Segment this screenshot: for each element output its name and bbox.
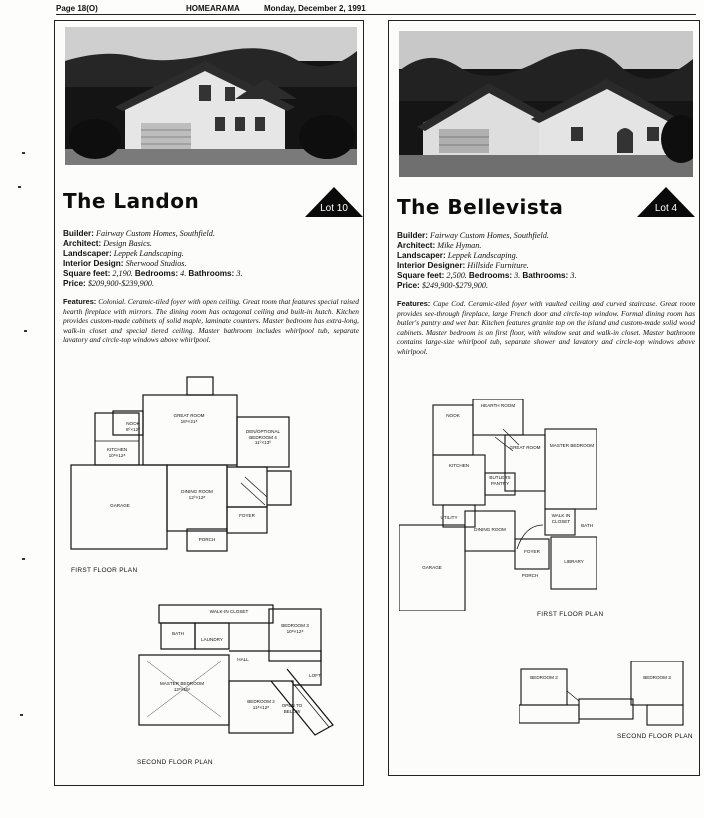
text-price-label: Price:	[63, 279, 86, 288]
text-interior-label: Interior Designer:	[397, 261, 466, 270]
room-label	[475, 403, 521, 409]
listing-title: The Landon	[63, 189, 200, 213]
room-label-butlers: BUTLERS PANTRY	[489, 475, 511, 486]
room-label-bed3: BEDROOM 3	[281, 623, 309, 628]
text-sqft: 2,500.	[446, 271, 467, 280]
room-label-master: MASTER BEDROOM	[159, 681, 205, 686]
room-label-kitchen: KITCHEN	[106, 447, 128, 452]
lot-number: Lot 10	[320, 203, 348, 214]
text-sqft-label: Square feet:	[397, 271, 445, 280]
room-label	[95, 503, 145, 509]
room-label	[505, 445, 545, 451]
first-floor-label: FIRST FLOOR PLAN	[71, 567, 138, 574]
text-builder: Fairway Custom Homes, Southfield.	[95, 229, 215, 238]
second-floor-label: SECOND FLOOR PLAN	[617, 733, 693, 740]
room-label-laundry: LAUNDRY	[201, 637, 223, 642]
text-architect-label: Architect:	[63, 239, 102, 248]
room-label	[553, 559, 595, 565]
room-label-kitchen: KITCHEN	[448, 463, 470, 468]
room-label-nook: NOOK	[126, 421, 140, 426]
room-label-bath: BATH	[172, 631, 184, 636]
room-label	[577, 523, 597, 529]
text-builder-label: Builder:	[397, 231, 428, 240]
text-interior: Hillside Furniture.	[467, 261, 529, 270]
room-label	[197, 637, 227, 643]
margin-mark	[20, 714, 23, 716]
room-label-dining-dim: 12⁰×12⁸	[188, 494, 206, 500]
margin-mark	[22, 558, 25, 560]
text-bathrooms-label: Bathrooms:	[522, 271, 569, 280]
room-label-bath: BATH	[581, 523, 593, 528]
features-paragraph	[63, 297, 359, 345]
text-architect-label: Architect:	[397, 241, 436, 250]
margin-mark	[18, 186, 21, 188]
text-architect: Mike Hyman.	[437, 241, 482, 250]
room-label-dining: DINING ROOM	[474, 527, 506, 532]
text-bedrooms-label: Bedrooms:	[468, 271, 513, 280]
house-photo-landon	[65, 27, 357, 165]
room-label-bed2: BEDROOM 2	[247, 699, 275, 704]
room-label	[523, 675, 565, 681]
text-interior-label: Interior Design:	[63, 259, 124, 268]
room-label-nook-dim: 8⁰×12⁰	[125, 426, 141, 432]
room-label-den-dim: 11⁰×13⁰	[254, 440, 272, 445]
room-label	[437, 463, 481, 469]
room-label-hall: HALL	[237, 657, 249, 662]
first-floor-plan-bellevista	[399, 399, 597, 611]
margin-mark	[24, 330, 27, 332]
text-features: Colonial. Ceramic-tiled foyer with open ceiling. Great room that features special raised hearth fireplace with mirrors. The dining room has octagonal ceiling and built-in hutch. Kitchen provides custom-made cabinets of solid maple, laminate counters. Master bedroom has extra-long, walk-in closet and special tiered ceiling. Master bathroom includes whirlpool tub, separate lavatory and circle-top windows above whirlpool.	[63, 297, 359, 345]
room-label	[97, 447, 137, 458]
room-label-master-dim: 12⁸×15¹	[173, 686, 191, 692]
room-label	[275, 623, 315, 634]
text-price: $249,900-$279,900.	[421, 281, 488, 290]
room-label-hearth: HEARTH ROOM	[480, 403, 516, 408]
room-label-bed2-dim: 11⁸×12⁸	[252, 704, 270, 710]
room-label-foyer: FOYER	[239, 513, 255, 518]
room-label	[549, 443, 595, 449]
text-bedrooms: 3.	[514, 271, 521, 280]
text-landscaper-label: Landscaper:	[397, 251, 446, 260]
room-label	[173, 489, 221, 500]
room-label	[303, 673, 327, 679]
second-floor-label: SECOND FLOOR PLAN	[137, 759, 213, 766]
text-sqft: 2,190.	[112, 269, 133, 278]
specs-block	[397, 231, 695, 291]
text-price-label: Price:	[397, 281, 420, 290]
room-label-porch: PORCH	[198, 537, 216, 542]
room-label	[229, 513, 265, 519]
room-label	[467, 527, 513, 533]
room-label-dining: DINING ROOM	[181, 489, 213, 494]
room-label	[239, 429, 287, 446]
text-builder: Fairway Custom Homes, Southfield.	[429, 231, 549, 240]
room-label-bed3-dim: 10⁸×12⁸	[286, 628, 304, 634]
room-label-garage: GARAGE	[422, 565, 442, 570]
room-label-great: GREAT ROOM	[509, 445, 541, 450]
margin-mark	[22, 152, 25, 154]
text-landscaper: Leppek Landscaping.	[447, 251, 518, 260]
lot-badge	[305, 187, 363, 217]
text-landscaper-label: Landscaper:	[63, 249, 112, 258]
room-label-library: LIBRARY	[564, 559, 584, 564]
room-label-garage: GARAGE	[110, 503, 130, 508]
text-bedrooms-label: Bedrooms:	[134, 269, 179, 278]
room-label-den: DEN/OPTIONAL BEDROOM 4	[245, 429, 281, 440]
page-number: Page 18(O)	[56, 4, 98, 13]
room-label-porch: PORCH	[521, 573, 539, 578]
room-label	[163, 631, 193, 637]
room-label-kitchen-dim: 10⁸×12⁸	[108, 452, 126, 458]
room-label	[635, 675, 679, 681]
header-rule	[56, 14, 696, 15]
listing-bellevista	[388, 20, 700, 776]
features-paragraph	[397, 299, 695, 357]
room-label	[437, 413, 469, 419]
room-label-utility: UTILITY	[440, 515, 458, 520]
room-label	[229, 657, 257, 663]
room-label-nook: NOOK	[446, 413, 460, 418]
room-label	[155, 681, 209, 692]
text-builder-label: Builder:	[63, 229, 94, 238]
room-label-loft: LOFT	[309, 673, 321, 678]
text-bathrooms-label: Bathrooms:	[188, 269, 235, 278]
text-features-label: Features:	[63, 297, 97, 306]
room-label	[517, 549, 547, 555]
room-label-walkin: WALK-IN CLOSET	[209, 609, 249, 614]
text-interior: Sherwood Studios.	[125, 259, 187, 268]
room-label	[411, 565, 453, 571]
listing-title: The Bellevista	[397, 195, 564, 219]
lot-badge	[637, 187, 695, 217]
text-landscaper: Leppek Landscaping.	[113, 249, 184, 258]
text-bathrooms: 3.	[236, 269, 243, 278]
room-label-open: OPEN TO BELOW	[281, 703, 303, 714]
house-photo-bellevista	[399, 31, 693, 177]
section-name: HOMEARAMA	[186, 4, 240, 13]
text-features: Cape Cod. Ceramic-tiled foyer with vaulted ceiling and curved staircase. Great room provides see-through fireplace, large French door and circle-top window. Formal dining room has butler's pantry and wet bar. Kitchen features granite top on the island and custom-made solid wood cabinets. Master bedroom is on first floor, with window seat and walk-in closet. Master bathroom contains large-size whirlpool tub, separate shower and lavatory and circle-top windows above whirlpool.	[397, 299, 695, 356]
text-features-label: Features:	[397, 299, 431, 308]
specs-block	[63, 229, 359, 289]
room-label	[199, 609, 259, 615]
first-floor-plan-landon	[69, 373, 299, 559]
lot-number: Lot 4	[654, 203, 678, 214]
second-floor-plan-bellevista	[519, 661, 685, 727]
room-label	[189, 537, 225, 543]
room-label	[435, 515, 463, 521]
room-label	[485, 475, 515, 486]
text-price: $209,900-$239,900.	[87, 279, 154, 288]
room-label-great: GREAT ROOM	[173, 413, 205, 418]
issue-date: Monday, December 2, 1991	[264, 4, 366, 13]
room-label-bed2: BEDROOM 2	[530, 675, 558, 680]
room-label-master: MASTER BEDROOM	[549, 443, 595, 448]
room-label-bed3: BEDROOM 3	[643, 675, 671, 680]
text-bathrooms: 3.	[570, 271, 577, 280]
first-floor-label: FIRST FLOOR PLAN	[537, 611, 604, 618]
text-sqft-label: Square feet:	[63, 269, 111, 278]
text-architect: Design Basics.	[103, 239, 152, 248]
text-bedrooms: 4.	[180, 269, 187, 278]
second-floor-plan-landon	[137, 599, 351, 747]
room-label	[167, 413, 211, 424]
room-label	[515, 573, 545, 579]
room-label-walkin: WALK IN CLOSET	[551, 513, 571, 524]
room-label-foyer: FOYER	[524, 549, 540, 554]
room-label	[277, 703, 307, 714]
room-label	[121, 421, 145, 432]
room-label-great-dim: 18⁸×21⁸	[180, 418, 198, 424]
listing-landon	[54, 20, 364, 786]
room-label	[547, 513, 575, 524]
